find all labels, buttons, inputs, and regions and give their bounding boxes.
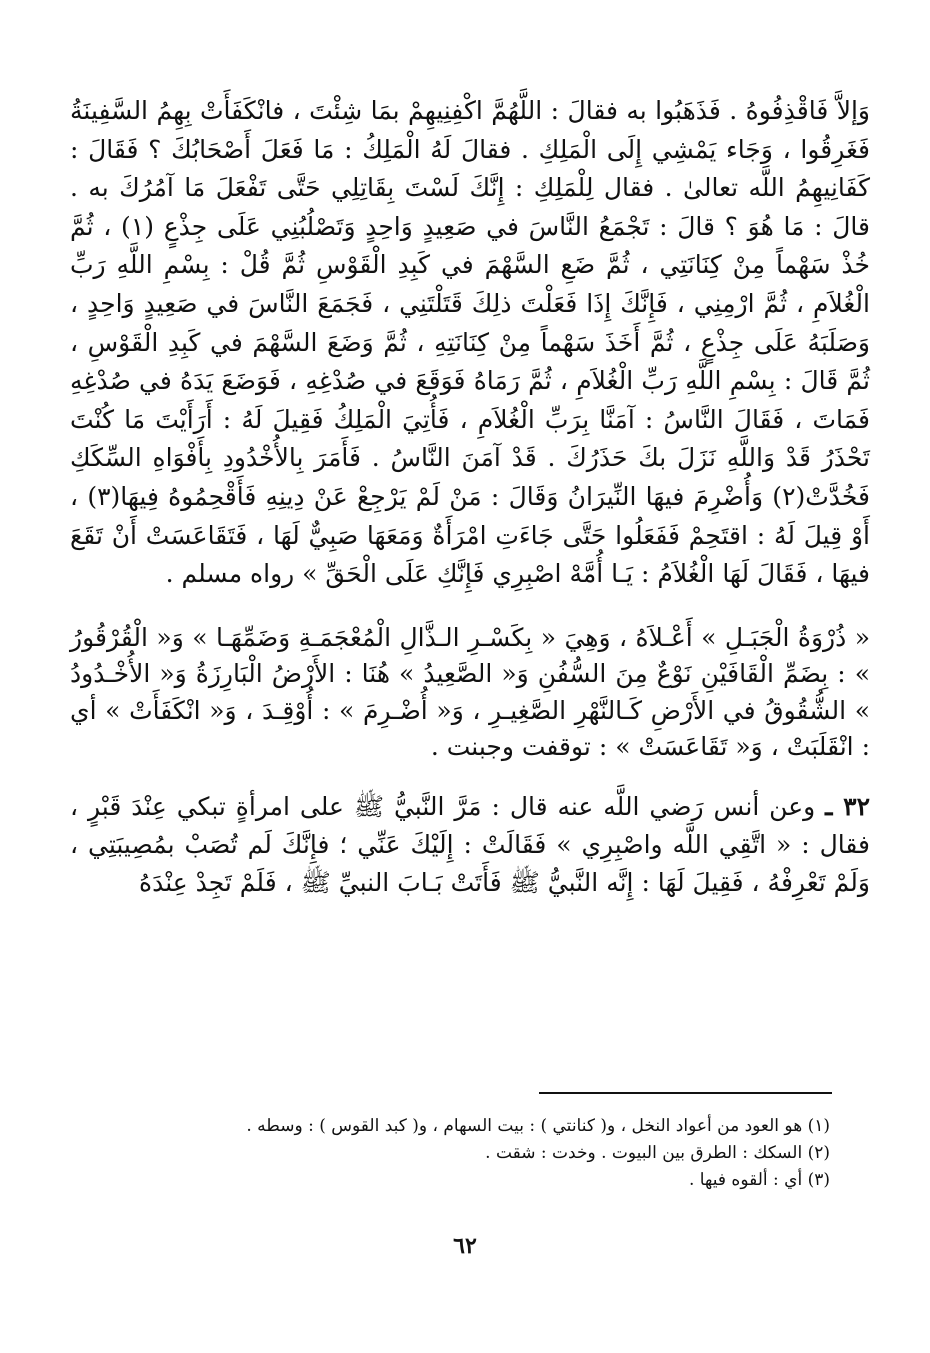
footnote-1: (١) هو العود من أعواد النخل ، و( كنانتي ) : بيت السهام ، و( كبد القوس ) : وسطه . bbox=[246, 1116, 830, 1136]
book-page bbox=[70, 92, 870, 902]
hadith-body-text: وَإلاَّ فَاقْذِفُوهُ . فَذَهَبُوا به فقالَ : اللَّهُمَّ اكْفِنِيهِمْ بمَا شِئْتَ ، فانْكَفَأَتْ بِهِمُ السَّفِينَةُ فَغَرِقُوا ، وَجَاء يَمْشِي إِلَى الْمَلِكِ . فقالَ لَهُ الْمَلِكُ : مَا فَعَلَ أَصْحَابُكَ ؟ فَقَالَ : كَفَانِيهِمُ اللَّه تعالىٰ . فقال لِلْمَلِكِ : إِنَّكَ لَسْتَ بِقَاتِلِي حَتَّى تَفْعَلَ مَا آمُرُكَ به . قالَ : مَا هُوَ ؟ قالَ : تَجْمَعُ النَّاسَ في صَعِيدٍ وَاحِدٍ وَتَصْلُبُنِي عَلَى جِذْعٍ (١) ، ثُمَّ خُذْ سَهْماً مِنْ كِنَانَتِي ، ثُمَّ ضَعِ السَّهْمَ في كَبِدِ الْقَوْسِ ثُمَّ قُلْ : بِسْمِ اللَّهِ رَبِّ الْغُلاَمِ ، ثُمَّ ارْمِنِي ، فَإِنَّكَ إِذَا فَعَلْتَ ذلِكَ قَتَلْتَنِي ، فَجَمَعَ النَّاسَ في صَعِيدٍ وَاحِدٍ ، وَصَلَبَهُ عَلَى جِذْعٍ ، ثُمَّ أَخَذَ سَهْماً مِنْ كِنَانَتِهِ ، ثُمَّ وَضَعَ السَّهْمَ في كَبِدِ الْقَوْسِ ، ثُمَّ قَالَ : بِسْمِ اللَّهِ رَبِّ الْغُلاَمِ ، ثُمَّ رَمَاهُ فَوَقَعَ في صُدْغِهِ ، فَوَضَعَ يَدَهُ في صُدْغِهِ فَمَاتَ ، فَقَالَ النَّاسُ : آمَنَّا بِرَبِّ الْغُلاَمِ ، فَأُتِيَ الْمَلِكُ فَقِيلَ لَهُ : أَرَأَيْتَ مَا كُنْتَ تَحْذَرُ قَدْ وَاللَّهِ نَزَلَ بكَ حَذَرُكَ . قَدْ آمَنَ النَّاسُ . فَأَمَرَ بِالأُخْدُودِ بِأَفْوَاهِ السِّكَكِ فَخُدَّتْ(٢) وَأُضْرِمَ فيهَا النِّيرَانُ وَقَالَ : مَنْ لَمْ يَرْجِعْ عَنْ دِينِهِ فَأَقْحِمُوهُ فِيهَا(٣) ، أَوْ قِيلَ لَهُ : اقتَحِمْ فَفَعَلُوا حَتَّى جَاءَتِ امْرَأَةٌ وَمَعَهَا صَبِيٌّ لَهَا ، فَتَقَاعَسَتْ أَنْ تَقَعَ فيهَا ، فَقَالَ لَهَا الْغُلاَمُ : يَـا أُمَّهْ اصْبِرِي فَإِنَّكِ عَلَى الْحَقِّ » رواه مسلم . bbox=[70, 96, 870, 589]
hadith-32 bbox=[70, 788, 870, 902]
footnote-3: (٣) أي : ألقوه فيها . bbox=[688, 1170, 830, 1190]
hadith-continuation bbox=[70, 92, 870, 594]
footnote-separator bbox=[539, 1092, 832, 1094]
word-glossary bbox=[70, 620, 870, 766]
footnotes bbox=[100, 1113, 830, 1194]
hadith-number: ٣٢ ـ bbox=[825, 791, 871, 821]
footnote-2: (٢) السكك : الطرق بين البيوت . وخدت : شقت . bbox=[485, 1143, 830, 1163]
page-number: ٦٢ bbox=[453, 1233, 477, 1259]
hadith-32-paragraph bbox=[70, 788, 870, 902]
glossary-text: « ذُرْوَةُ الْجَبَـلِ » أَعْـلاَهُ ، وَهِيَ « بِكَسْـرِ الـذَّالِ الْمُعْجَمَـةِ وَضَمِّهَـا » وَ« الْقُرْقُورُ » : بِضَمِّ الْقَافَيْنِ نَوْعٌ مِنَ السُّفُنِ وَ« الصَّعِيدُ » هُنَا : الأَرْضُ الْبَارِزَةُ وَ« الأُخْـدُودُ » الشُّقُوقُ في الأَرْضِ كَـالنَّهْرِ الصَّغِيـرِ ، وَ« أُضْـرِمَ » : أُوْقِـدَ ، وَ« انْكَفَأَتْ » أي : انْقَلَبَتْ ، وَ« تَقَاعَسَتْ » : توقفت وجبنت . bbox=[70, 622, 870, 762]
hadith-32-text: وعن أنس رَضي اللَّه عنه قال : مَرَّ النَّبيُّ ﷺ على امرأةٍ تبكي عِنْدَ قَبْرٍ ، فقال : « اتَّقِي اللَّه واصْبِرِي » فَقَالَتْ : إِلَيْكَ عَنِّي ؛ فإِنَّكَ لَم تُصَبْ بمُصِيبَتِي ، وَلَمْ تَعْرِفْهُ ، فَقِيلَ لَهَا : إِنَّه النَّبيُّ ﷺ فَأَتَتْ بَـابَ النبيِّ ﷺ ، فَلَمْ تَجِدْ عِنْدَهُ bbox=[70, 791, 870, 897]
